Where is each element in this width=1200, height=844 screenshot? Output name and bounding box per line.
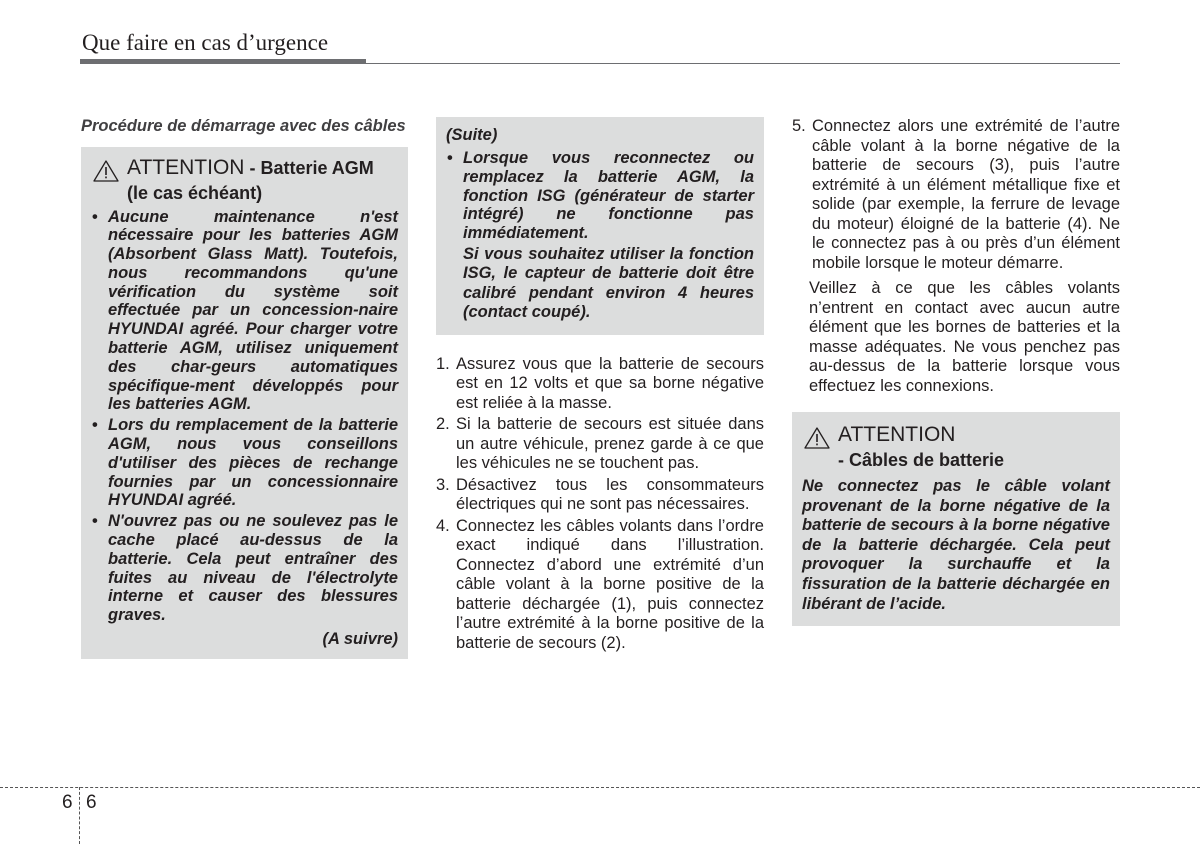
step-text: Désactivez tous les consommateurs électriques qui ne sont pas nécessaires. [456,475,764,514]
attention-bullet-list [446,149,754,243]
list-item [436,517,764,654]
step-text: Si la batterie de secours est située dans un autre véhicule, prenez garde à ce que les véhicules ne se touchent pas. [456,415,764,473]
section-heading: Procédure de démarrage avec des câbles [81,117,406,135]
attention-word: ATTENTION [838,423,956,446]
header-rule-thin [366,63,1120,64]
step-text: Assurez vous que la batterie de secours est en 12 volts et que sa borne négative est reliée à la masse. [456,354,764,412]
attention-subtitle: - Câbles de batterie [838,450,1005,470]
list-item [436,476,764,515]
step-text: Connectez les câbles volants dans l’ordre exact indiqué dans l’illustration. Connectez d’abord une extrémité d’un câble volant à la borne positive de la batterie déchargée (1), puis connectez l’autre extrémité à la borne positive de la batterie de secours (2). [456,516,764,652]
body-paragraph: Veillez à ce que les câbles volants n’entrent en contact avec aucun autre élément que les bornes de batteries et la masse adéquates. Ne vous penchez pas au-dessus de la batterie lorsque vous effectuez les connexions. [809,279,1120,395]
footer-divider [79,787,80,844]
list-item: • N'ouvrez pas ou ne soulevez pas le cache placé au-dessus de la batterie. Cela peut entraîner des fuites au niveau de l'électrolyte interne et causer des blessures graves. [91,512,398,625]
header-rule-thick [80,59,366,64]
step-number: 3. [436,475,450,494]
page-header-title: Que faire en cas d’urgence [82,30,329,55]
attention-header [91,157,398,182]
section-number: 6 [62,792,73,813]
column-left [81,117,408,659]
list-item: • Aucune maintenance n'est nécessaire pour les batteries AGM (Absorbent Glass Matt). Toutefois, nous recommandons qu'une vérification du système soit effectuée par un concession-naire HYUNDAI agréé. Pour charger votre batterie AGM, utilisez uniquement des char-geurs automatiques spécifique-ment développés pour les batteries AGM. [91,208,398,415]
warning-triangle-icon [804,427,830,449]
footer-rule [0,787,1200,788]
continued-label: (A suivre) [322,630,398,649]
column-middle [436,117,764,655]
warning-triangle-icon [93,160,119,182]
attention-box-continued [436,117,764,335]
list-item [792,117,1120,273]
attention-body: Ne connectez pas le câble volant provenant de la borne négative de la batterie de secours à la borne négative de la batterie déchargée. Cela peut provoquer la surchauffe et la fissuration de la batterie déchargée en libérant de l’acide. [802,477,1110,613]
attention-bullet-list [91,208,398,626]
list-item: • Lorsque vous reconnectez ou remplacez la batterie AGM, la fonction ISG (générateur de starter intégré) ne fonctionne pas immédiatement. [446,149,754,243]
list-item [436,415,764,474]
step-number: 2. [436,415,450,434]
steps-list [436,355,764,654]
attention-header [802,424,1110,449]
step-number: 5. [792,117,806,135]
page-number: 6 [86,792,97,813]
steps-list-continued [792,117,1120,273]
attention-box-agm [81,147,408,660]
attention-box-cables [792,412,1120,626]
step-number: 1. [436,354,450,373]
step-text: Connectez alors une extrémité de l’autre câble volant à la borne négative de la batterie de secours (3), puis l’autre extrémité à un élément métallique fixe et solide (par exemple, la ferrure de levage du moteur) éloigné de la batterie (4). Ne le connectez pas à ou près d’un élément mobile lorsque le moteur démarre. [812,117,1120,272]
bullet-continuation: Si vous souhaitez utiliser la fonction ISG, le capteur de batterie doit être calibré pendant environ 4 heures (contact coupé). [463,244,754,322]
column-right [792,117,1120,626]
continued-from-label: (Suite) [446,126,498,144]
attention-subtitle: - Batterie AGM [244,157,374,178]
list-item: • Lors du remplacement de la batterie AGM, nous vous conseillons d'utiliser des pièces de rechange fournies par un concessionnaire HYUNDAI agréé. [91,416,398,510]
attention-word: ATTENTION [127,155,245,179]
list-item [436,355,764,414]
attention-subtitle-line2: (le cas échéant) [127,182,263,203]
step-number: 4. [436,516,450,535]
